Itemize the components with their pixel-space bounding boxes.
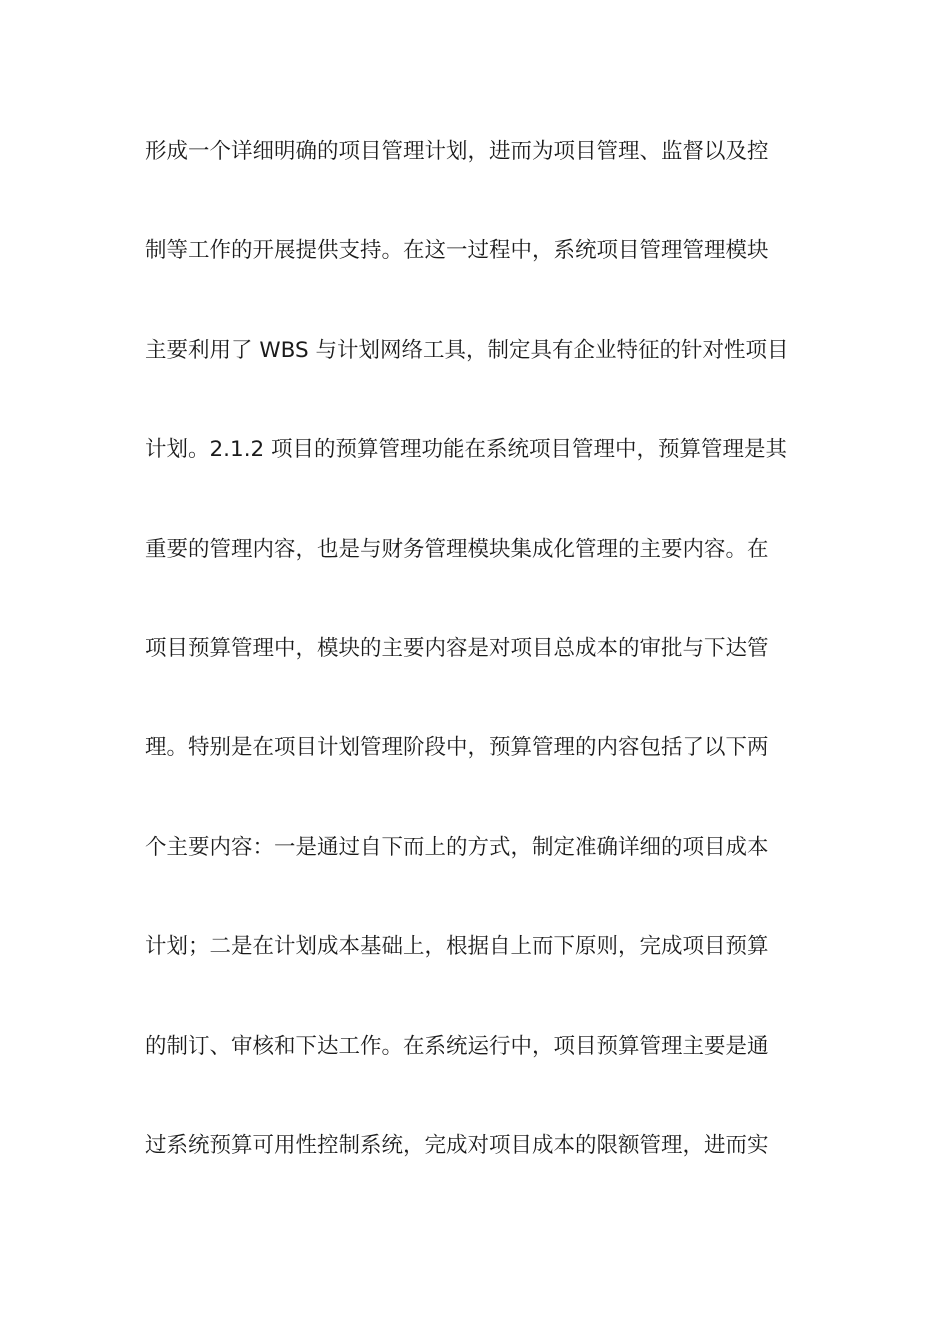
body-text-line: 重要的管理内容，也是与财务管理模块集成化管理的主要内容。在 bbox=[145, 537, 769, 562]
body-text-line: 项目预算管理中，模块的主要内容是对项目总成本的审批与下达管 bbox=[145, 636, 769, 661]
body-text-line: 的制订、审核和下达工作。在系统运行中，项目预算管理主要是通 bbox=[145, 1034, 769, 1059]
body-text-line: 形成一个详细明确的项目管理计划，进而为项目管理、监督以及控 bbox=[145, 139, 769, 164]
body-text-line: 过系统预算可用性控制系统，完成对项目成本的限额管理，进而实 bbox=[145, 1133, 769, 1158]
body-text-line: 计划；二是在计划成本基础上，根据自上而下原则，完成项目预算 bbox=[145, 934, 769, 959]
body-text-line: 主要利用了 WBS 与计划网络工具，制定具有企业特征的针对性项目 bbox=[145, 338, 789, 363]
body-text-line: 计划。2.1.2 项目的预算管理功能在系统项目管理中，预算管理是其 bbox=[145, 437, 788, 462]
body-text-line: 个主要内容：一是通过自下而上的方式，制定准确详细的项目成本 bbox=[145, 835, 769, 860]
body-text-line: 制等工作的开展提供支持。在这一过程中，系统项目管理管理模块 bbox=[145, 238, 769, 263]
body-text-line: 理。特别是在项目计划管理阶段中，预算管理的内容包括了以下两 bbox=[145, 735, 769, 760]
